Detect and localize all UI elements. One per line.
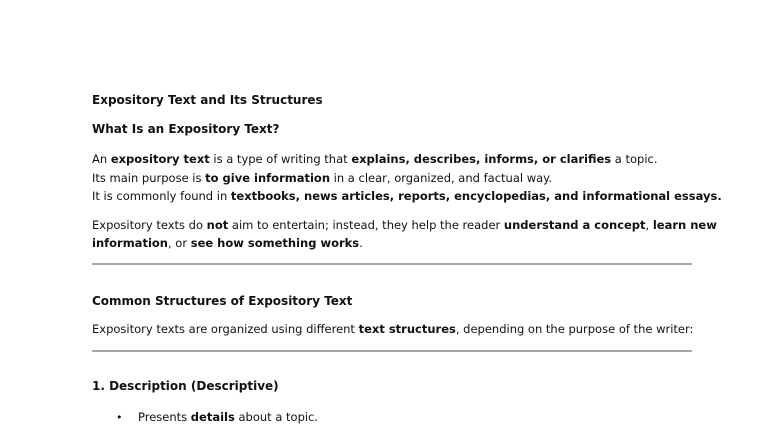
structures-intro: Expository texts are organized using different text structures, depending on the purpose of the writer: bbox=[92, 322, 694, 336]
paragraph-2-line-1: Expository texts do not aim to entertain; instead, they help the reader understand a concept, learn new bbox=[92, 218, 717, 232]
document-title: Expository Text and Its Structures bbox=[92, 93, 323, 107]
paragraph-1-line-3: It is commonly found in textbooks, news articles, reports, encyclopedias, and informational essays. bbox=[92, 189, 722, 203]
paragraph-1-line-1: An expository text is a type of writing that explains, describes, informs, or clarifies a topic. bbox=[92, 152, 658, 166]
bullet-icon: • bbox=[116, 411, 123, 424]
description-heading: 1. Description (Descriptive) bbox=[92, 379, 279, 393]
paragraph-2-line-2: information, or see how something works. bbox=[92, 236, 363, 250]
divider bbox=[92, 263, 692, 265]
paragraph-1-line-2: Its main purpose is to give information in a clear, organized, and factual way. bbox=[92, 171, 552, 185]
divider bbox=[92, 350, 692, 352]
structures-heading: Common Structures of Expository Text bbox=[92, 294, 353, 308]
section-subtitle: What Is an Expository Text? bbox=[92, 122, 280, 136]
list-item: • Presents details about a topic. bbox=[116, 410, 319, 424]
